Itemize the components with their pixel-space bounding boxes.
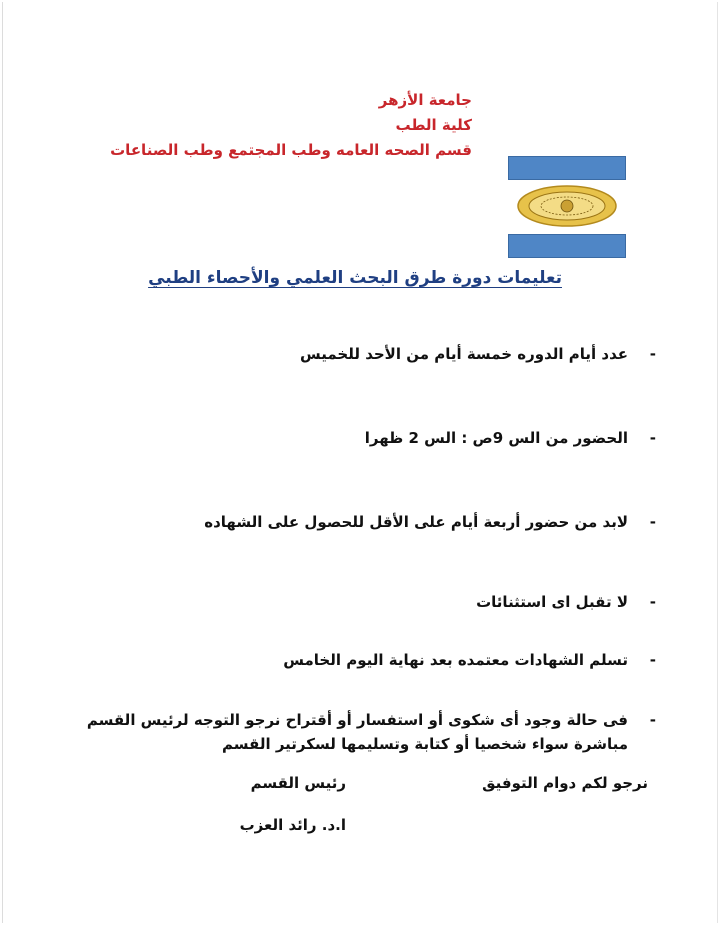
instruction-item	[204, 510, 656, 534]
instruction-text: الحضور من الس 9ص : الس 2 ظهرا	[364, 429, 628, 447]
bullet-dash: -	[649, 711, 656, 729]
logo-bar-bottom	[508, 234, 626, 258]
instruction-text: عدد أيام الدوره خمسة أيام من الأحد للخميس	[300, 345, 628, 363]
faculty-name: كلية الطب	[395, 116, 472, 134]
instruction-text: مباشرة سواء شخصيا أو كتابة وتسليمها لسكرتير القسم	[222, 735, 628, 753]
department-name: قسم الصحه العامه وطب المجتمع وطب الصناعات	[110, 141, 472, 159]
letterhead	[110, 88, 472, 163]
instruction-text: فى حالة وجود أى شكوى أو استفسار أو أقتراح نرجو التوجه لرئيس القسم	[86, 711, 628, 729]
seal-icon	[516, 184, 618, 228]
instruction-text: تسلم الشهادات معتمده بعد نهاية اليوم الخامس	[283, 651, 628, 669]
bullet-dash: -	[649, 651, 656, 669]
closing-wish: نرجو لكم دوام التوفيق	[482, 774, 648, 792]
bullet-dash: -	[649, 513, 656, 531]
logo-bar-top	[508, 156, 626, 180]
signatory-name: ا.د. رائد العزب	[239, 816, 346, 834]
document-title: تعليمات دورة طرق البحث العلمي والأحصاء الطبي	[148, 268, 562, 288]
instruction-item	[300, 342, 656, 366]
department-logo	[508, 156, 626, 258]
university-name: جامعة الأزهر	[378, 91, 472, 109]
instruction-item	[86, 708, 656, 756]
instruction-text: لابد من حضور أربعة أيام على الأقل للحصول على الشهاده	[204, 513, 628, 531]
instruction-item	[364, 426, 656, 450]
signatory-title: رئيس القسم	[250, 774, 346, 792]
instruction-item	[283, 648, 656, 672]
bullet-dash: -	[649, 593, 656, 611]
instruction-text: لا تقبل اى استثنائات	[476, 593, 628, 611]
bullet-dash: -	[649, 429, 656, 447]
bullet-dash: -	[649, 345, 656, 363]
instruction-item	[476, 590, 656, 614]
